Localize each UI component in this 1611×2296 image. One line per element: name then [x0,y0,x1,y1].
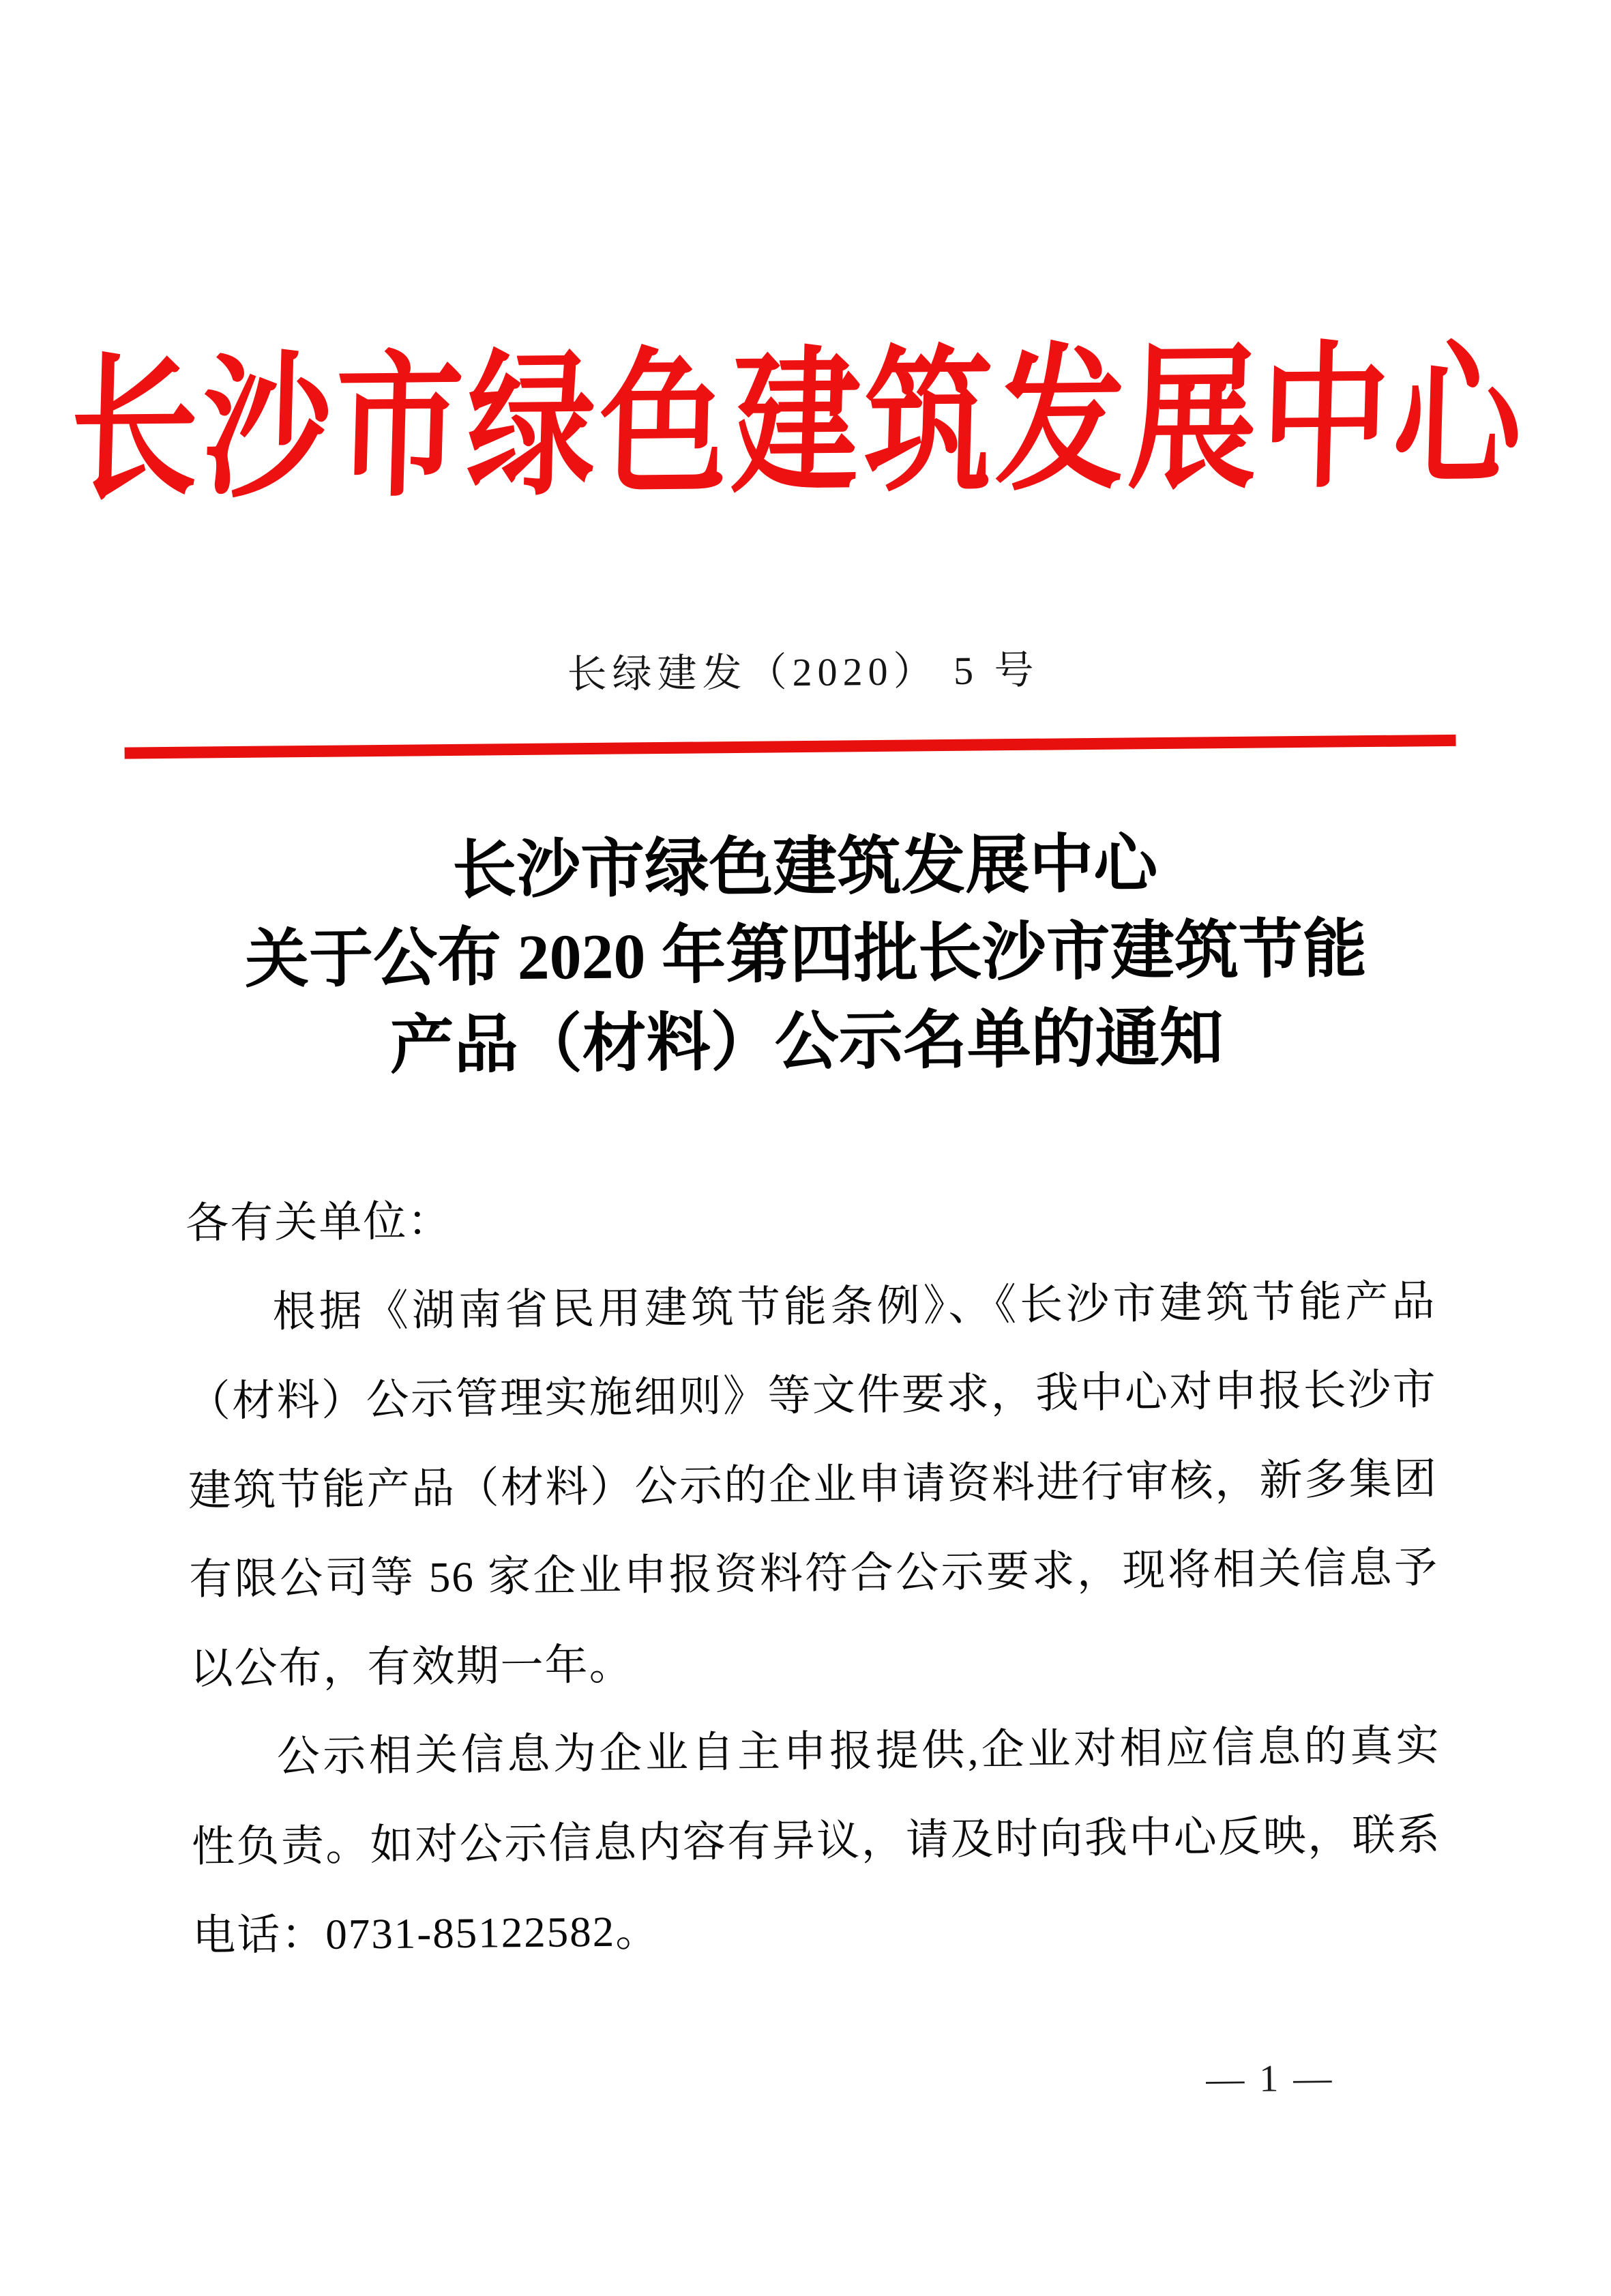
document-title [0,816,1611,1094]
document-number: 长绿建发（2020） 5 号 [567,647,1039,697]
body-line: 建筑节能产品（材料）公示的企业申请资料进行审核，新多集团 [188,1454,1438,1515]
body-line: （材料）公示管理实施细则》等文件要求，我中心对申报长沙市 [187,1366,1438,1426]
document-title-line-3: 产品（材料）公示名单的通知 [389,1003,1224,1082]
letterhead-title: 长沙市绿色建筑发展中心 [68,330,1528,518]
document-body [186,1167,1443,1980]
document-title-line-1: 长沙市绿色建筑发展中心 [452,829,1158,907]
body-line: 性负责。如对公示信息内容有异议，请及时向我中心反映，联系 [191,1810,1442,1871]
page-number: — 1 — [1206,2057,1335,2101]
body-line: 以公布，有效期一年。 [190,1640,634,1693]
salutation: 各有关单位： [185,1197,452,1248]
red-divider-line [125,735,1456,759]
document-title-line-2: 关于公布 2020 年第四批长沙市建筑节能 [244,914,1368,996]
body-line: 公示相关信息为企业自主申报提供,企业对相应信息的真实 [276,1722,1441,1781]
body-line: 有限公司等 56 家企业申报资料符合公示要求，现将相关信息予 [188,1544,1439,1604]
body-line: 根据《湖南省民用建筑节能条例》、《长沙市建筑节能产品 [272,1276,1436,1336]
body-line: 电话：0731-85122582。 [192,1907,660,1960]
